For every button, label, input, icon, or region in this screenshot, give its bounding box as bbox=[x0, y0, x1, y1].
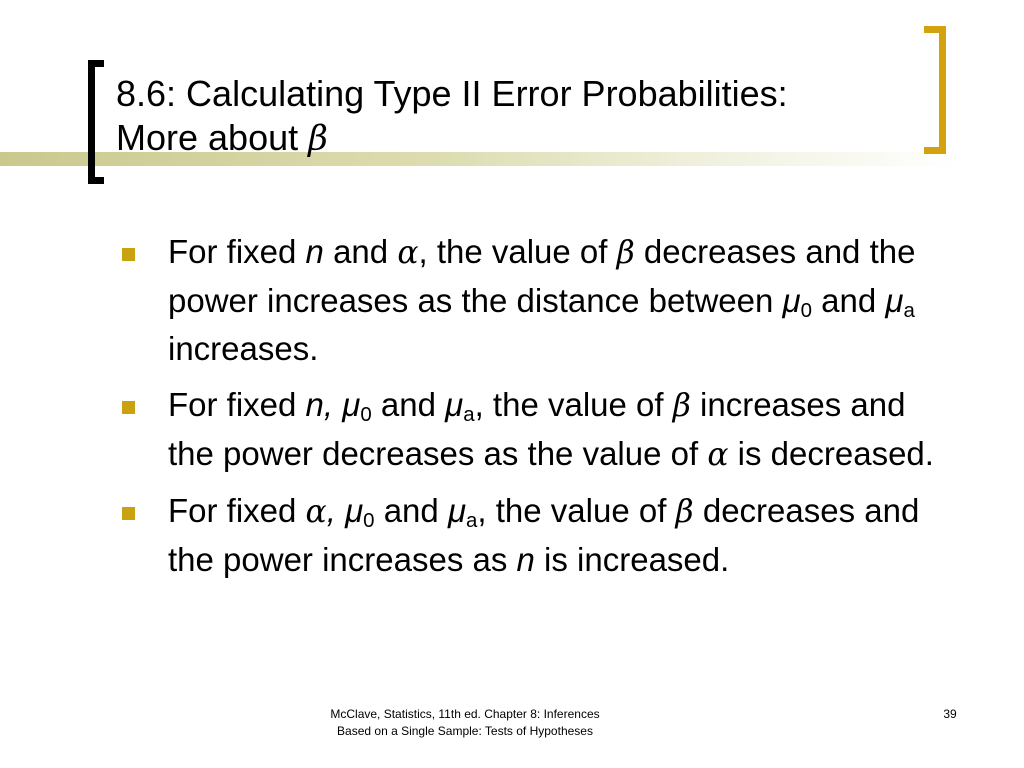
alpha-symbol: α bbox=[397, 235, 419, 271]
n-variable: n bbox=[516, 541, 535, 578]
mu-symbol: μ bbox=[885, 282, 904, 319]
text: , bbox=[326, 492, 346, 529]
slide-title bbox=[116, 72, 916, 161]
n-variable: n bbox=[305, 233, 324, 270]
subscript-0: 0 bbox=[363, 509, 375, 533]
bullet-item-2 bbox=[118, 381, 938, 479]
text: and bbox=[323, 233, 398, 270]
right-bracket-decoration bbox=[924, 26, 946, 154]
subscript-0: 0 bbox=[800, 299, 812, 323]
text: For fixed bbox=[168, 492, 306, 529]
text: is increased. bbox=[534, 541, 730, 578]
title-line-1: 8.6: Calculating Type II Error Probabilities: bbox=[116, 73, 788, 114]
text: , the value of bbox=[418, 233, 617, 270]
bullet-marker bbox=[122, 248, 135, 261]
alpha-symbol: α bbox=[305, 494, 327, 530]
subscript-a: a bbox=[466, 509, 478, 533]
text: and bbox=[374, 492, 448, 529]
beta-symbol: β bbox=[675, 494, 694, 530]
footer-line-2: Based on a Single Sample: Tests of Hypotheses bbox=[337, 724, 593, 738]
bullet-item-3 bbox=[118, 487, 938, 584]
bullet-marker bbox=[122, 401, 135, 414]
bullet-marker bbox=[122, 507, 135, 520]
text: and bbox=[812, 282, 886, 319]
text: increases and the power decreases as the value of bbox=[168, 386, 906, 472]
page-number: 39 bbox=[943, 707, 957, 721]
title-line-2: More about bbox=[116, 117, 299, 158]
text: is decreased. bbox=[728, 435, 934, 472]
slide-footer bbox=[290, 706, 640, 740]
subscript-a: a bbox=[463, 403, 475, 427]
text: For fixed bbox=[168, 386, 306, 423]
alpha-symbol: α bbox=[707, 437, 729, 473]
mu-symbol: μ bbox=[342, 386, 361, 423]
left-bracket-decoration bbox=[88, 60, 104, 184]
beta-symbol: β bbox=[672, 388, 691, 424]
mu-symbol: μ bbox=[445, 386, 464, 423]
text: increases. bbox=[168, 330, 319, 367]
text: decreases and the power increases as bbox=[168, 492, 920, 578]
beta-symbol: β bbox=[308, 119, 328, 159]
text: , the value of bbox=[477, 492, 676, 529]
mu-symbol: μ bbox=[782, 282, 801, 319]
subscript-a: a bbox=[903, 299, 915, 323]
text: and bbox=[371, 386, 446, 423]
mu-symbol: μ bbox=[345, 492, 364, 529]
bullet-list bbox=[118, 228, 938, 592]
n-variable: n, bbox=[305, 386, 343, 423]
text: For fixed bbox=[168, 233, 306, 270]
mu-symbol: μ bbox=[447, 492, 467, 529]
text: , the value of bbox=[474, 386, 673, 423]
beta-symbol: β bbox=[616, 235, 635, 271]
text: decreases and the power increases as the distance between bbox=[168, 233, 916, 319]
subscript-0: 0 bbox=[360, 403, 372, 427]
bullet-item-1 bbox=[118, 228, 938, 373]
footer-line-1: McClave, Statistics, 11th ed. Chapter 8: Inferences bbox=[330, 707, 600, 721]
